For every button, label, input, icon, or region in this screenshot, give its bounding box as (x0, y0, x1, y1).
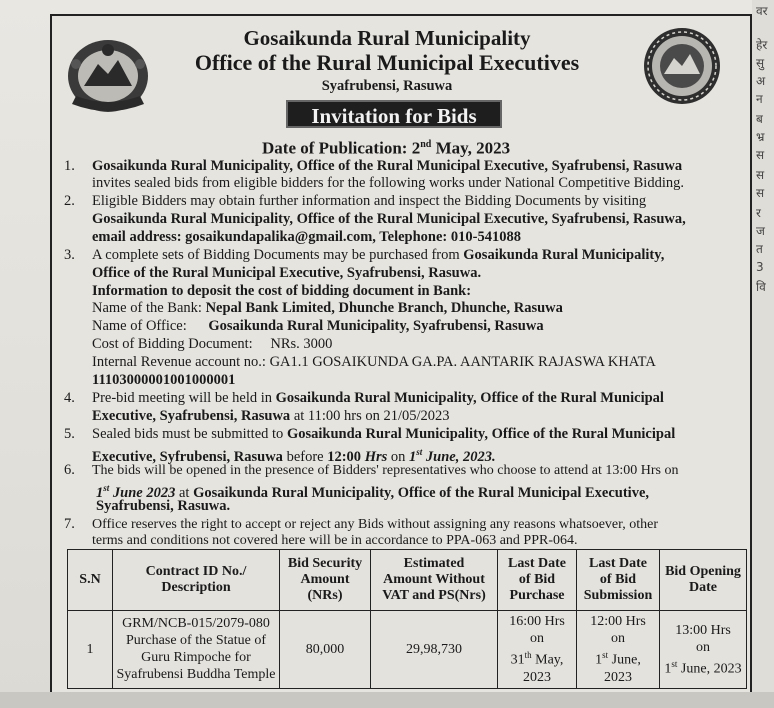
side-text: स (756, 186, 765, 200)
side-text: स (756, 148, 765, 162)
side-text: स (756, 168, 765, 182)
submission-date (580, 647, 656, 669)
purchase-time: 16:00 Hrs (509, 614, 565, 629)
item-1-line: invites sealed bids from eligible bidders for the following works under National Competitive Bidding. (92, 175, 684, 191)
side-text: न (756, 92, 763, 106)
header-line: Estimated (403, 556, 465, 571)
bottom-edge (0, 692, 774, 708)
purchase-month: May, (535, 652, 564, 668)
item-6-text: at (178, 484, 190, 501)
side-text: वि (756, 280, 766, 294)
header-contract (113, 550, 280, 611)
office-location: Syafrubensi, Rasuwa (321, 78, 453, 94)
cost-label: Cost of Bidding Document: (92, 336, 253, 352)
header-line: of Bid (599, 572, 637, 587)
item-5-hrs: Hrs (364, 448, 388, 465)
item-4-line (92, 390, 664, 407)
cell-sn: 1 (68, 611, 113, 689)
item-4-text: at 11:00 hrs on 21/05/2023 (293, 408, 450, 424)
item-number: 4. (64, 390, 75, 406)
opening-on: on (696, 639, 710, 655)
adjacent-column-strip (752, 0, 774, 708)
item-5-day-suffix: st (416, 447, 423, 457)
item-5-text: before (286, 448, 324, 465)
submission-on: on (611, 631, 625, 646)
side-text: ज (756, 224, 765, 238)
purchase-date (501, 647, 573, 669)
header-estimated (371, 550, 498, 611)
item-2-line: Eligible Bidders may obtain further information and inspect the Bidding Documents by visiting (92, 193, 647, 209)
bank-label: Name of the Bank: (92, 300, 202, 316)
side-text: र (756, 206, 761, 220)
item-4-line (92, 408, 450, 425)
office-name-row (92, 318, 544, 335)
side-text: भ्र (756, 130, 765, 144)
office-name: Office of the Rural Municipal Executives (194, 50, 580, 75)
contract-description-line: Guru Rimpoche for (141, 650, 251, 666)
publication-day-suffix: nd (420, 139, 432, 150)
header-line: Submission (583, 588, 653, 603)
table-header-row (68, 550, 747, 611)
cell-security: 80,000 (280, 611, 371, 689)
side-text: अ (756, 74, 766, 88)
item-6-line: Syafrubensi, Rasuwa. (96, 498, 231, 514)
office-label: Name of Office: (92, 318, 187, 334)
account-row (92, 354, 656, 371)
submission-day-suffix: st (602, 650, 609, 660)
header-opening (660, 550, 747, 611)
item-5-bold-text: Gosaikunda Rural Municipality, Office of the Rural Municipal (286, 426, 676, 442)
header-line: Bid Security (287, 556, 363, 571)
item-5-time: 12:00 (327, 448, 362, 465)
item-6-line: The bids will be opened in the presence of Bidders' representatives who choose to attend at 13:00 Hrs on (92, 463, 679, 478)
header-line: (NRs) (307, 588, 343, 603)
item-3-line (92, 247, 664, 264)
header-submission (577, 550, 660, 611)
publication-month-year: May, 2023 (435, 138, 511, 158)
header-line: Purchase (509, 588, 565, 603)
side-text: त (756, 242, 763, 256)
account-value: GA1.1 GOSAIKUNDA GA.PA. AANTARIK RAJASWA KHATA (269, 354, 656, 370)
publication-label: Date of Publication: (262, 138, 408, 158)
item-5-text: Sealed bids must be submitted to (92, 426, 284, 442)
item-number: 1. (64, 158, 75, 174)
item-number: 7. (64, 516, 75, 532)
contract-description-line: Syafrubensi Buddha Temple (116, 667, 276, 683)
cost-row (92, 336, 332, 353)
submission-year: 2023 (604, 669, 632, 685)
opening-day: 1 (664, 661, 672, 677)
header-line: Amount Without (383, 572, 485, 587)
item-3-bold-text: Gosaikunda Rural Municipality, (463, 247, 665, 263)
item-6-bold-text: Gosaikunda Rural Municipality, Office of the Rural Municipal Executive, (193, 484, 650, 501)
item-2-contact: email address: gosaikundapalika@gmail.com, Telephone: 010-541088 (92, 229, 521, 245)
item-5-text: on (390, 448, 406, 465)
header-purchase (498, 550, 577, 611)
side-text: हेर (756, 38, 768, 52)
header-line: Contract ID No./ (145, 564, 247, 579)
header-line: Last Date (508, 556, 566, 571)
item-7-line: Office reserves the right to accept or reject any Bids without assigning any reasons whatsoever, other (92, 517, 659, 532)
purchase-day: 31 (510, 652, 525, 668)
item-1-line: Gosaikunda Rural Municipality, Office of the Rural Municipal Executive, Syafrubensi, Rasuwa (92, 158, 683, 174)
item-5-date: June, 2023. (425, 448, 496, 465)
submission-time: 12:00 Hrs (590, 614, 646, 629)
bid-table (67, 549, 747, 689)
item-number: 3. (64, 247, 75, 263)
account-label: Internal Revenue account no.: (92, 354, 266, 370)
office-value: Gosaikunda Rural Municipality, Syafrubensi, Rasuwa (208, 318, 544, 334)
bank-info-heading: Information to deposit the cost of bidding document in Bank: (92, 283, 472, 299)
account-number: 11103000001001000001 (92, 372, 236, 388)
side-text: वर (756, 4, 768, 18)
item-4-bold-text: Gosaikunda Rural Municipality, Office of the Rural Municipal (275, 390, 664, 406)
opening-date (663, 656, 743, 678)
item-3-text: A complete sets of Bidding Documents may be purchased from (92, 247, 460, 263)
item-6-day-suffix: st (103, 483, 110, 493)
header-line: Last Date (589, 556, 647, 571)
opening-time: 13:00 Hrs (675, 622, 731, 638)
item-3-line: Office of the Rural Municipal Executive, Syafrubensi, Rasuwa. (92, 265, 482, 281)
header-line: Bid Opening (665, 564, 741, 579)
side-text: 3 (756, 260, 764, 274)
item-6-date: June 2023 (112, 484, 176, 501)
side-text: ब (756, 112, 763, 126)
table-row (68, 611, 747, 689)
cell-opening (660, 611, 747, 689)
header-line: of Bid (518, 572, 556, 587)
bank-name-row (92, 300, 563, 317)
contract-description-line: Purchase of the Statue of (126, 633, 266, 649)
header-line: Description (161, 580, 231, 595)
submission-day: 1 (595, 652, 603, 668)
side-text: सु (756, 56, 765, 70)
item-number: 5. (64, 426, 75, 442)
purchase-day-suffix: th (524, 650, 532, 660)
cost-value: NRs. 3000 (270, 336, 333, 352)
item-number: 6. (64, 462, 75, 478)
cell-contract (113, 611, 280, 689)
publication-date (262, 136, 510, 157)
opening-date-text: June, 2023 (680, 661, 742, 677)
header-line: VAT and PS(Nrs) (382, 588, 486, 603)
header-security (280, 550, 371, 611)
item-4-bold-text: Executive, Syafrubensi, Rasuwa (92, 408, 291, 424)
item-number: 2. (64, 193, 75, 209)
header-sn: S.N (68, 550, 113, 611)
header-line: Date (689, 580, 717, 595)
cell-purchase (498, 611, 577, 689)
item-2-line: Gosaikunda Rural Municipality, Office of the Rural Municipal Executive, Syafrubensi, Rasuwa, (92, 211, 686, 227)
opening-day-suffix: st (671, 658, 678, 669)
publication-day: 2 (411, 138, 421, 158)
cell-submission (577, 611, 660, 689)
item-5-day: 1 (409, 448, 417, 465)
purchase-year: 2023 (523, 669, 551, 685)
notice-title: Invitation for Bids (286, 100, 502, 128)
item-4-text: Pre-bid meeting will be held in (92, 390, 273, 406)
purchase-on: on (530, 631, 544, 646)
municipality-name: Gosaikunda Rural Municipality (243, 26, 531, 50)
header-line: Amount (300, 572, 350, 587)
cell-estimated: 29,98,730 (371, 611, 498, 689)
submission-month: June, (611, 652, 641, 668)
item-5-line (92, 426, 675, 443)
contract-id: GRM/NCB-015/2079-080 (122, 616, 270, 632)
item-7-line: terms and conditions not covered here will be in accordance to PPA-063 and PPR-064. (92, 533, 578, 548)
item-5-bold-text: Executive, Syfrubensi, Rasuwa (92, 448, 283, 465)
bank-value: Nepal Bank Limited, Dhunche Branch, Dhunche, Rasuwa (205, 300, 563, 316)
item-6-day: 1 (96, 484, 104, 501)
